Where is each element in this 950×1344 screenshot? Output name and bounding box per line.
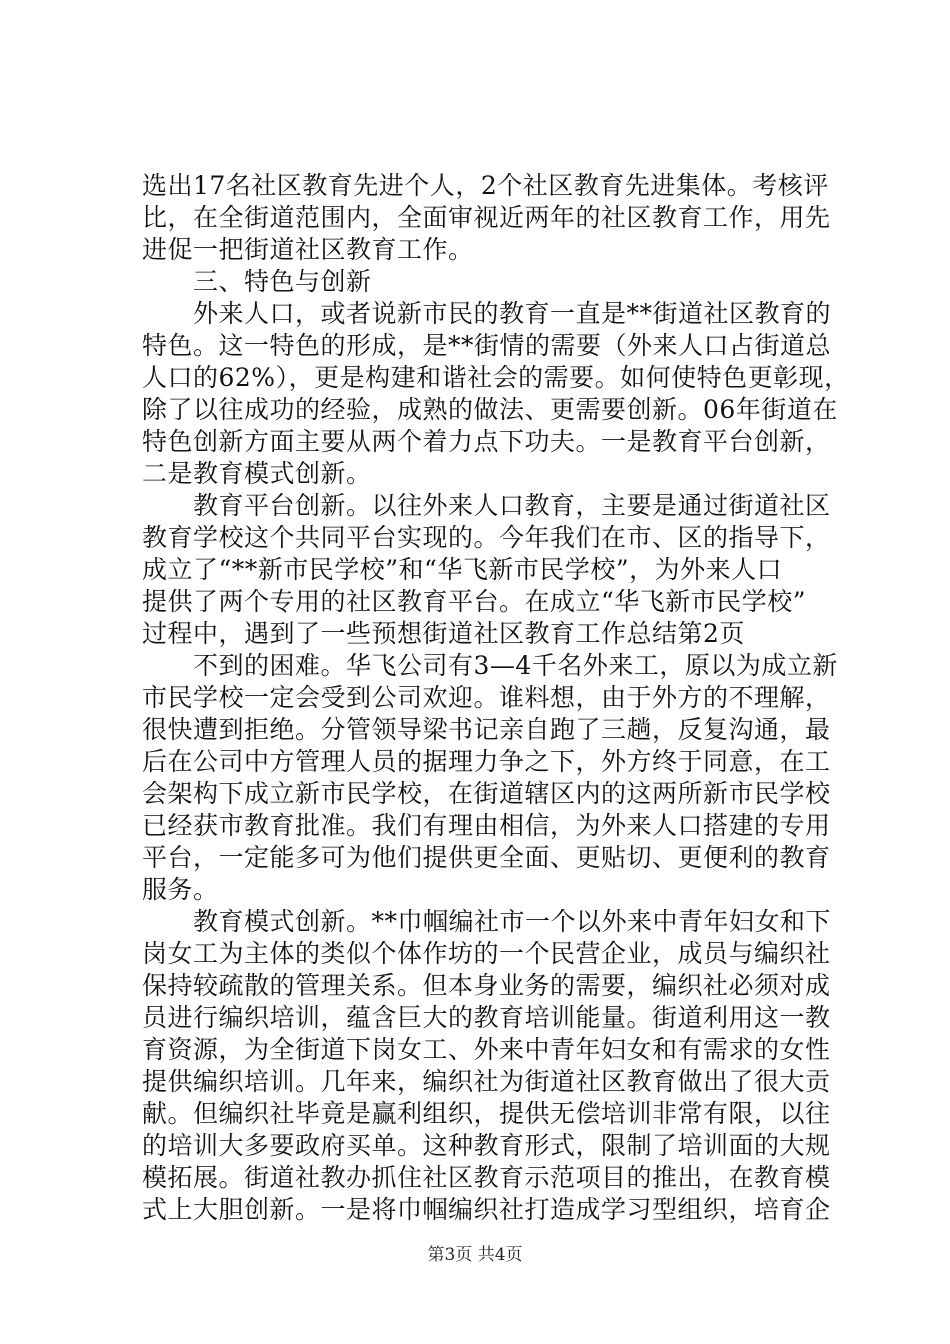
text-line: 保持较疏散的管理关系。但本身业务的需要，编织社必须对成: [142, 971, 831, 1000]
text-line: 后在公司中方管理人员的据理力争之下，外方终于同意，在工: [142, 747, 831, 776]
text-line: 提供了两个专用的社区教育平台。在成立“华飞新市民学校”: [142, 587, 807, 616]
text-line: 选出17名社区教育先进个人，2个社区教育先进集体。考核评: [142, 171, 829, 200]
text-line: 的培训大多要政府买单。这种教育形式，限制了培训面的大规: [142, 1131, 831, 1160]
text-line: 成立了“**新市民学校”和“华飞新市民学校”，为外来人口: [142, 555, 783, 584]
text-line: 二是教育模式创新。: [142, 459, 372, 488]
text-line: 比，在全街道范围内，全面审视近两年的社区教育工作，用先: [142, 203, 831, 232]
text-line: 教育学校这个共同平台实现的。今年我们在市、区的指导下，: [142, 523, 831, 552]
text-line: 式上大胆创新。一是将巾帼编织社打造成学习型组织，培育企: [142, 1195, 831, 1224]
text-line: 外来人口，或者说新市民的教育一直是**街道社区教育的: [142, 299, 832, 328]
text-line: 进促一把街道社区教育工作。: [142, 235, 474, 264]
text-line: 模拓展。街道社教办抓住社区教育示范项目的推出，在教育模: [142, 1163, 831, 1192]
text-line: 过程中，遇到了一些预想街道社区教育工作总结第2页: [142, 619, 745, 648]
text-line: 特色创新方面主要从两个着力点下功夫。一是教育平台创新，: [142, 427, 831, 456]
text-line: 很快遭到拒绝。分管领导梁书记亲自跑了三趟，反复沟通，最: [142, 715, 831, 744]
text-line: 已经获市教育批准。我们有理由相信，为外来人口搭建的专用: [142, 811, 831, 840]
section-heading: 三、特色与创新: [142, 267, 372, 296]
text-line: 提供编织培训。几年来，编织社为街道社区教育做出了很大贡: [142, 1067, 831, 1096]
text-line: 人口的62%），更是构建和谐社会的需要。如何使特色更彰现，: [142, 363, 850, 392]
document-body: [142, 170, 850, 1226]
text-line: 不到的困难。华飞公司有3—4千名外来工，原以为成立新: [142, 651, 838, 680]
text-line: 特色。这一特色的形成，是**街情的需要（外来人口占街道总: [142, 331, 832, 360]
text-line: 育资源，为全街道下岗女工、外来中青年妇女和有需求的女性: [142, 1035, 831, 1064]
text-line: 岗女工为主体的类似个体作坊的一个民营企业，成员与编织社: [142, 939, 831, 968]
page-number-footer: 第3页 共4页: [427, 1245, 523, 1265]
text-line: 教育平台创新。以往外来人口教育，主要是通过街道社区: [142, 491, 831, 520]
text-line: 教育模式创新。**巾帼编社市一个以外来中青年妇女和下: [142, 907, 832, 936]
text-line: 会架构下成立新市民学校，在街道辖区内的这两所新市民学校: [142, 779, 831, 808]
text-line: 市民学校一定会受到公司欢迎。谁料想，由于外方的不理解，: [142, 683, 831, 712]
text-line: 献。但编织社毕竟是赢利组织，提供无偿培训非常有限，以往: [142, 1099, 831, 1128]
text-line: 除了以往成功的经验，成熟的做法、更需要创新。06年街道在: [142, 395, 838, 424]
text-line: 平台，一定能多可为他们提供更全面、更贴切、更便利的教育: [142, 843, 831, 872]
text-line: 服务。: [142, 875, 219, 904]
text-line: 员进行编织培训，蕴含巨大的教育培训能量。街道利用这一教: [142, 1003, 831, 1032]
